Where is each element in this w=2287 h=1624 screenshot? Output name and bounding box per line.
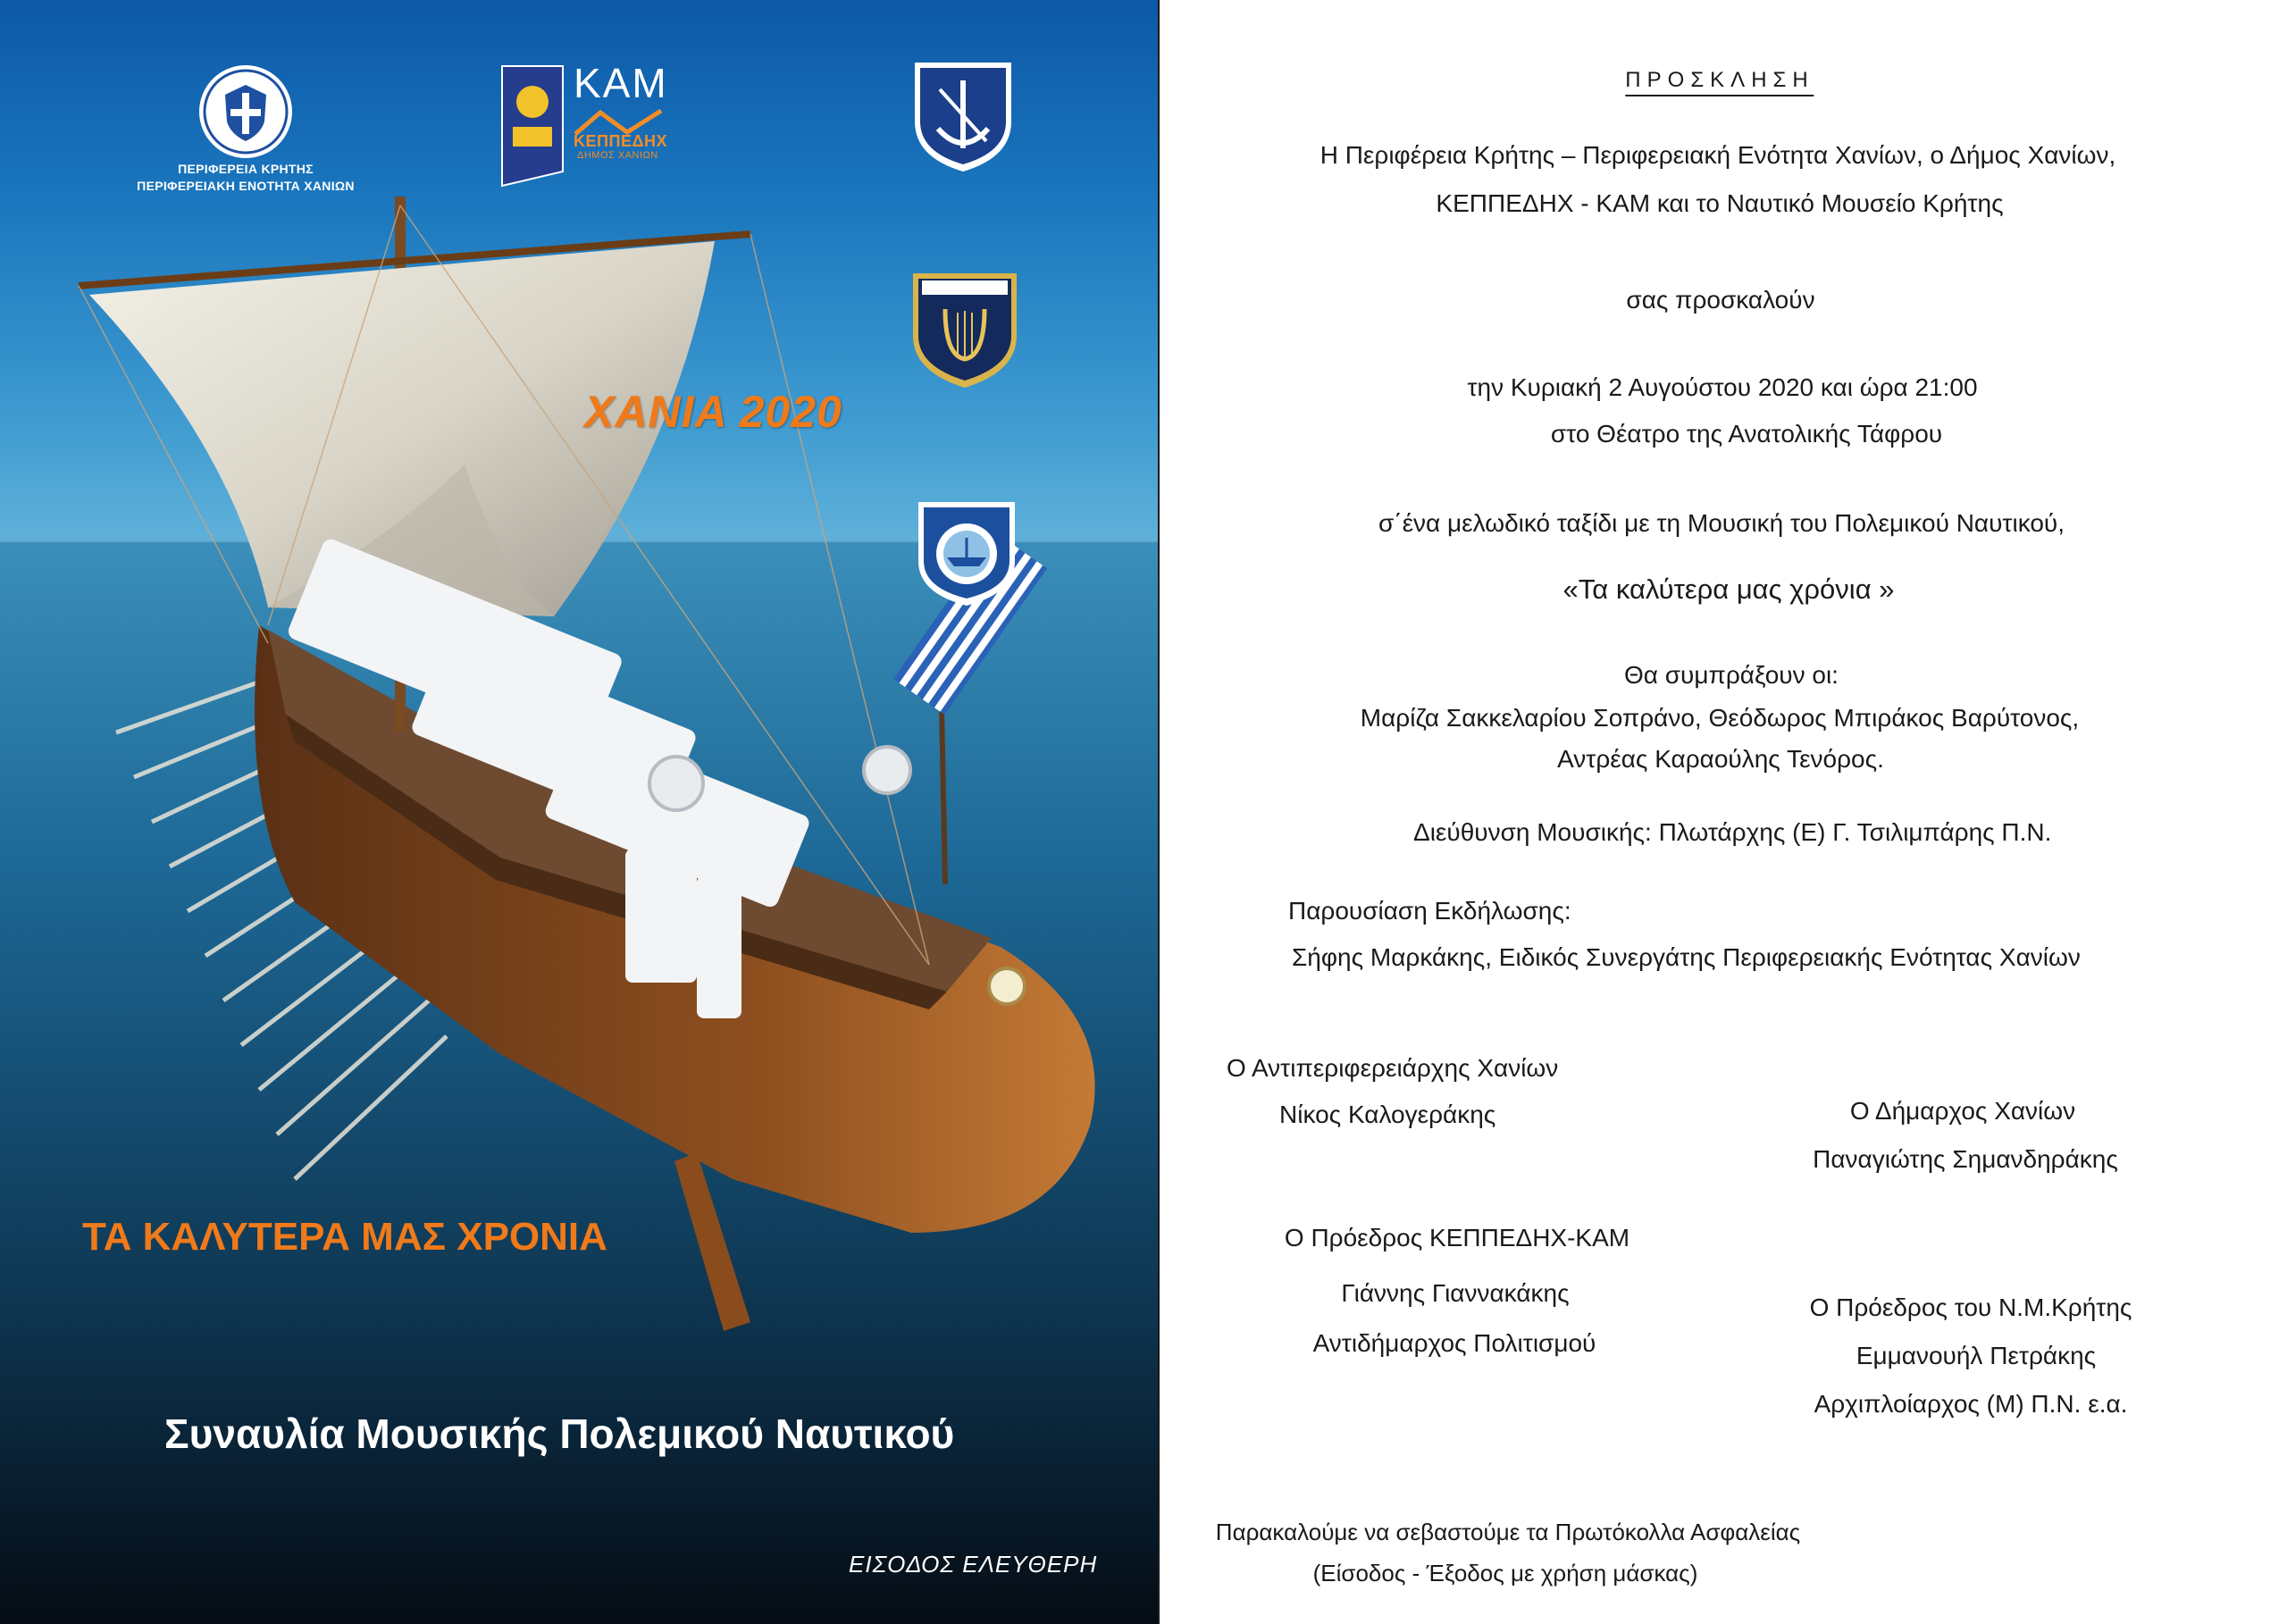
concert-title: Συναυλία Μουσικής Πολεμικού Ναυτικού: [164, 1411, 955, 1457]
signatory-museum-role: Ο Πρόεδρος του Ν.Μ.Κρήτης: [1809, 1293, 2132, 1321]
journey-line: σ΄ένα μελωδικό ταξίδι με τη Μουσική του Πολεμικού Ναυτικού,: [1378, 509, 2065, 537]
kam-logo-text: ΚΑΜ: [574, 60, 668, 106]
presentation-label: Παρουσίαση Εκδήλωσης:: [1288, 897, 1571, 925]
kam-logo-sub2: ΔΗΜΟΣ ΧΑΝΙΩΝ: [577, 150, 658, 161]
music-direction: Διεύθυνση Μουσικής: Πλωτάρχης (Ε) Γ. Τσιλιμπάρης Π.Ν.: [1413, 818, 2052, 846]
participants-line-2: Αντρέας Καραούλης Τενόρος.: [1557, 745, 1884, 773]
signatory-museum-title: Αρχιπλοίαρχος (Μ) Π.Ν. ε.α.: [1814, 1390, 2128, 1418]
region-of-crete-logo: [134, 63, 357, 195]
signatory-vice-governor-name: Νίκος Καλογεράκης: [1279, 1101, 1496, 1128]
safety-line-1: Παρακαλούμε να σεβαστούμε τα Πρωτόκολλα Ασφαλείας: [1215, 1519, 1801, 1545]
presenter: Σήφης Μαρκάκης, Ειδικός Συνεργάτης Περιφερειακής Ενότητας Χανίων: [1292, 943, 2081, 971]
signatory-mayor-name: Παναγιώτης Σημανδηράκης: [1813, 1145, 2118, 1173]
signatory-museum-name: Εμμανουήλ Πετράκης: [1856, 1342, 2097, 1369]
signatory-keppedix-name: Γιάννης Γιαννακάκης: [1341, 1279, 1570, 1307]
show-title: «Τα καλύτερα μας χρόνια »: [1562, 573, 1895, 605]
signatory-mayor-role: Ο Δήμαρχος Χανίων: [1849, 1097, 2076, 1125]
signatory-vice-governor-role: Ο Αντιπεριφερειάρχης Χανίων: [1227, 1054, 1559, 1082]
intro-line-1: Η Περιφέρεια Κρήτης – Περιφερειακή Ενότητα Χανίων, ο Δήμος Χανίων,: [1319, 141, 2116, 169]
event-venue: στο Θέατρο της Ανατολικής Τάφρου: [1550, 420, 1943, 448]
free-entry-label: ΕΙΣΟΔΟΣ ΕΛΕΥΘΕΡΗ: [849, 1551, 1098, 1578]
invitation-heading: ΠΡΟΣΚΛΗΣΗ: [1625, 68, 1814, 96]
naval-museum-shield-icon: [915, 498, 1018, 609]
municipality-chania-logo-icon: [500, 64, 565, 188]
event-date-time: την Κυριακή 2 Αυγούστου 2020 και ώρα 21:00: [1467, 373, 1978, 401]
greek-emblem-icon: [197, 63, 295, 161]
signatory-keppedix-title: Αντιδήμαρχος Πολιτισμού: [1312, 1329, 1596, 1357]
slogan: ΤΑ ΚΑΛΥΤΕΡΑ ΜΑΣ ΧΡΟΝΙΑ: [82, 1215, 607, 1259]
region-caption-line2: ΠΕΡΙΦΕΡΕΙΑΚΗ ΕΝΟΤΗΤΑ ΧΑΝΙΩΝ: [137, 179, 355, 193]
participants-label: Θα συμπράξουν οι:: [1624, 661, 1839, 689]
region-caption-line1: ΠΕΡΙΦΕΡΕΙΑ ΚΡΗΤΗΣ: [178, 162, 314, 176]
safety-line-2: (Είσοδος - Έξοδος με χρήση μάσκας): [1312, 1560, 1698, 1586]
invitation-page: [1160, 0, 2287, 1624]
signatory-keppedix-role: Ο Πρόεδρος ΚΕΠΠΕΔΗΧ-ΚΑΜ: [1284, 1224, 1630, 1251]
participants-line-1: Μαρίζα Σακκελαρίου Σοπράνο, Θεόδωρος Μπιράκος Βαρύτονος,: [1360, 704, 2080, 732]
year-title: ΧΑΝΙΑ 2020: [584, 387, 842, 437]
kam-logo-sub: ΚΕΠΠΕΔΗΧ: [574, 132, 667, 150]
navy-band-lyre-shield-icon: [909, 270, 1020, 391]
navy-anchor-shield-icon: [911, 59, 1015, 175]
intro-line-2: ΚΕΠΠΕΔΗΧ - ΚΑΜ και το Ναυτικό Μουσείο Κρήτης: [1436, 189, 2004, 217]
invite-you: σας προσκαλούν: [1626, 286, 1815, 314]
